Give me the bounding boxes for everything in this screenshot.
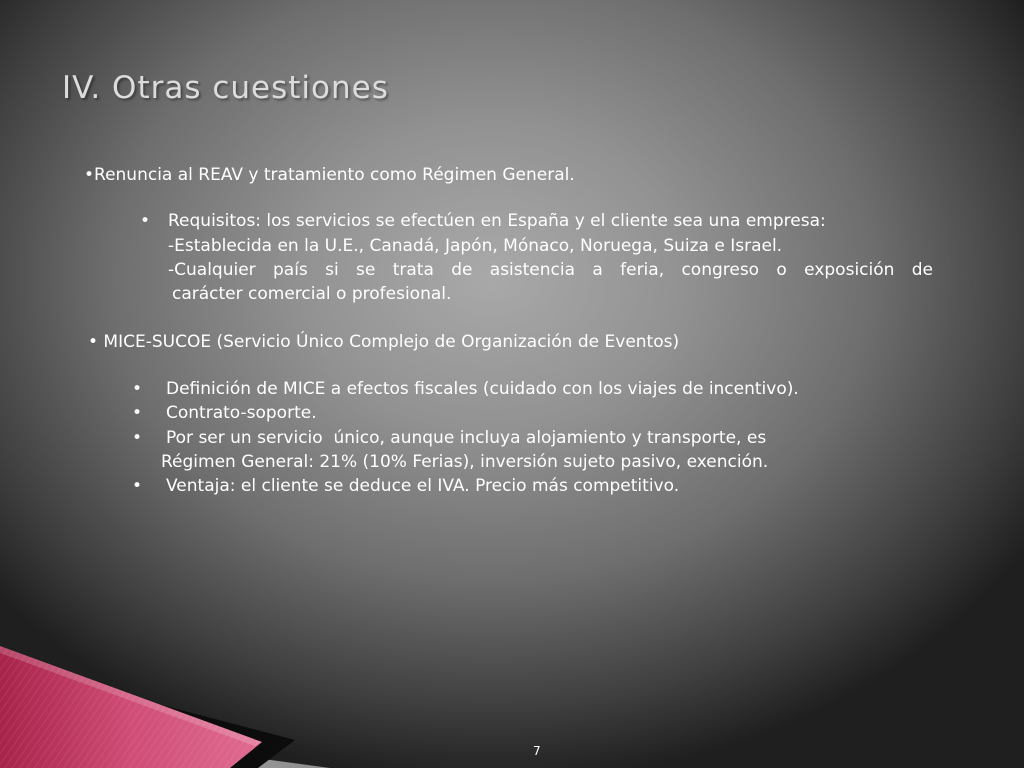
section-heading-reav: •Renuncia al REAV y tratamiento como Régimen General. <box>84 165 575 185</box>
requisitos-line-4: carácter comercial o profesional. <box>172 284 452 304</box>
section-heading-mice: • MICE-SUCOE (Servicio Único Complejo de Organización de Eventos) <box>88 332 680 352</box>
page-number: 7 <box>533 744 541 758</box>
mice-item-servicio-line-1: Por ser un servicio único, aunque incluya alojamiento y transporte, es <box>166 428 767 448</box>
mice-item-ventaja: Ventaja: el cliente se deduce el IVA. Precio más competitivo. <box>166 476 680 496</box>
requisitos-line-2: -Establecida en la U.E., Canadá, Japón, Mónaco, Noruega, Suiza e Israel. <box>168 236 783 256</box>
bullet-requisitos: • <box>140 211 151 231</box>
requisitos-line-1: Requisitos: los servicios se efectúen en España y el cliente sea una empresa: <box>168 211 826 231</box>
bullet-servicio: • <box>132 428 143 448</box>
mice-item-contrato: Contrato-soporte. <box>166 403 317 423</box>
bullet-definicion: • <box>132 379 143 399</box>
mice-item-servicio-line-2: Régimen General: 21% (10% Ferias), inversión sujeto pasivo, exención. <box>161 452 769 472</box>
slide-title: IV. Otras cuestiones <box>62 70 389 106</box>
requisitos-line-3: -Cualquier país si se trata de asistencia a feria, congreso o exposición de <box>168 260 933 280</box>
mice-item-definicion: Definición de MICE a efectos fiscales (cuidado con los viajes de incentivo). <box>166 379 799 399</box>
bullet-ventaja: • <box>132 476 143 496</box>
bullet-contrato: • <box>132 403 143 423</box>
